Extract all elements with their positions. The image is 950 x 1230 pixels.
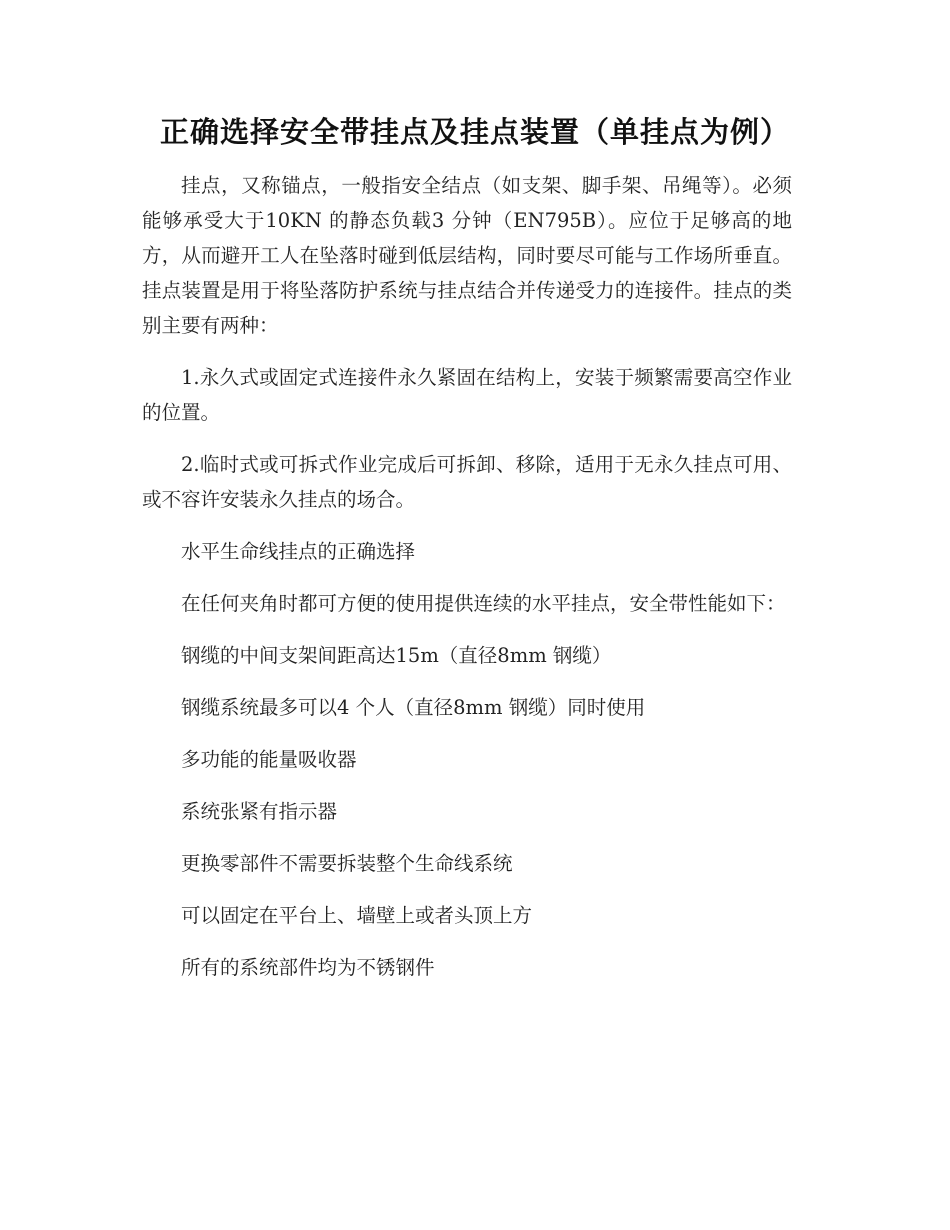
paragraph-lifeline-heading: 水平生命线挂点的正确选择 — [181, 540, 416, 563]
paragraph-feature-mounting: 可以固定在平台上、墙壁上或者头顶上方 — [181, 904, 533, 927]
paragraph-feature-users: 钢缆系统最多可以4 个人（直径8mm 钢缆）同时使用 — [181, 696, 646, 719]
paragraph-permanent-anchor: 1.永久式或固定式连接件永久紧固在结构上，安装于频繁需要高空作业的位置。 — [142, 366, 792, 424]
paragraph-feature-spacing: 钢缆的中间支架间距高达15m（直径8mm 钢缆） — [181, 644, 612, 667]
paragraph-feature-stainless: 所有的系统部件均为不锈钢件 — [181, 956, 435, 979]
paragraph-temporary-anchor: 2.临时式或可拆式作业完成后可拆卸、移除，适用于无永久挂点可用、或不容许安装永久挂点的场合。 — [142, 453, 792, 511]
paragraph-anchor-definition: 挂点，又称锚点，一般指安全结点（如支架、脚手架、吊绳等）。必须能够承受大于10KN 的静态负载3 分钟（EN795B）。应位于足够高的地方，从而避开工人在坠落时碰到低层结构，同时要尽可能与工作场所垂直。挂点装置是用于将坠落防护系统与挂点结合并传递受力的连接件。挂点的类别主要有两种： — [142, 174, 792, 337]
document-body — [142, 168, 792, 1002]
paragraph-feature-replacement: 更换零部件不需要拆装整个生命线系统 — [181, 852, 513, 875]
paragraph-feature-indicator: 系统张紧有指示器 — [181, 800, 338, 823]
paragraph-lifeline-intro: 在任何夹角时都可方便的使用提供连续的水平挂点，安全带性能如下： — [181, 592, 786, 615]
paragraph-feature-absorber: 多功能的能量吸收器 — [181, 748, 357, 771]
document-title: 正确选择安全带挂点及挂点装置（单挂点为例） — [159, 115, 790, 149]
